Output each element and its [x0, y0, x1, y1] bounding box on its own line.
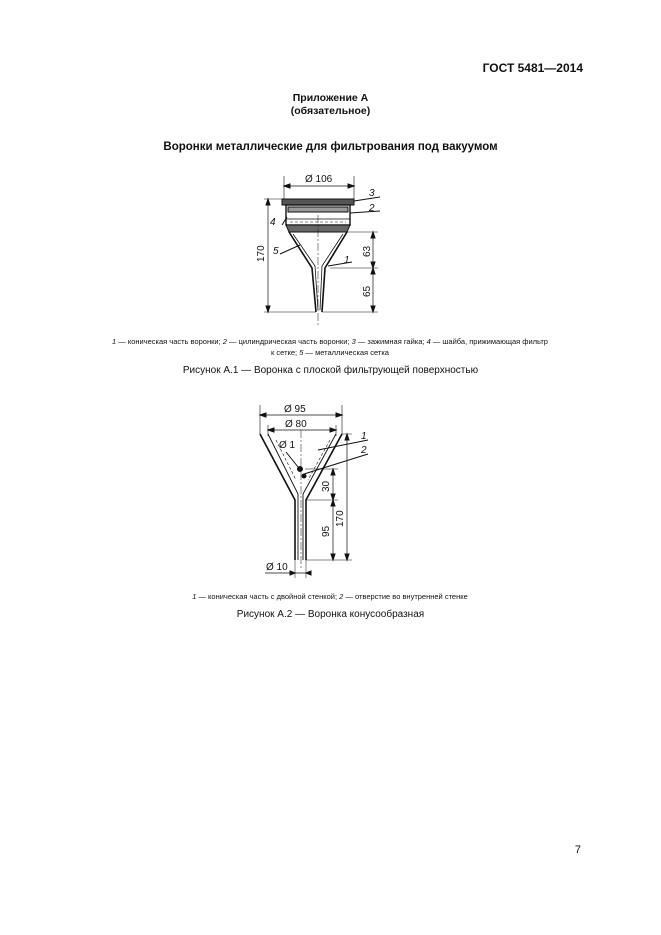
- fig1-callout-1: 1: [344, 255, 350, 266]
- section-title: Воронки металлические для фильтрования под вакуумом: [163, 141, 498, 153]
- standard-number: ГОСТ 5481—2014: [482, 61, 583, 75]
- legend-line-1: 1 — коническая часть воронки; 2 — цилиндрическая часть воронки; 3 — зажимная гайка; 4 — шайба, прижимающая фильтр: [112, 337, 548, 346]
- fig1-dim-65: 65: [362, 285, 373, 297]
- fig1-dim-63: 63: [362, 245, 373, 257]
- fig2-dim-height-170: 170: [335, 510, 346, 527]
- legend-line: 1 — коническая часть с двойной стенкой; 2 — отверстие во внутренней стенке: [192, 592, 468, 601]
- fig2-dim-30: 30: [321, 480, 332, 492]
- fig1-callout-3: 3: [369, 188, 375, 199]
- figure-a2-legend: [40, 591, 620, 602]
- figure-a1-drawing: [250, 165, 400, 330]
- fig2-dim-diameter-95: Ø 95: [284, 404, 306, 415]
- page-number: 7: [574, 844, 581, 856]
- fig1-callout-5: 5: [273, 246, 279, 257]
- fig2-dim-diameter-10: Ø 10: [266, 562, 288, 573]
- legend-line-2: к сетке; 5 — металлическая сетка: [271, 348, 389, 357]
- fig1-dim-height-170: 170: [256, 245, 267, 262]
- figure-a2-drawing: [255, 400, 380, 580]
- fig2-dim-hole-diameter-1: Ø 1: [279, 440, 296, 451]
- figure-a1-caption: Рисунок А.1 — Воронка с плоской фильтрующей поверхностью: [182, 365, 479, 376]
- fig2-callout-1: 1: [361, 431, 367, 442]
- appendix-heading: [0, 92, 661, 118]
- figure-a2-caption: Рисунок А.2 — Воронка конусообразная: [236, 609, 425, 620]
- appendix-title: Приложение А: [292, 92, 369, 104]
- fig1-dim-diameter-106: Ø 106: [305, 174, 333, 185]
- fig2-dim-95: 95: [321, 525, 332, 537]
- fig1-callout-2: 2: [369, 203, 375, 214]
- appendix-status: (обязательное): [290, 105, 371, 117]
- fig1-callout-4: 4: [270, 217, 276, 228]
- fig2-callout-2: 2: [361, 445, 367, 456]
- figure-a1-legend: [40, 336, 620, 358]
- fig2-dim-diameter-80: Ø 80: [285, 419, 307, 430]
